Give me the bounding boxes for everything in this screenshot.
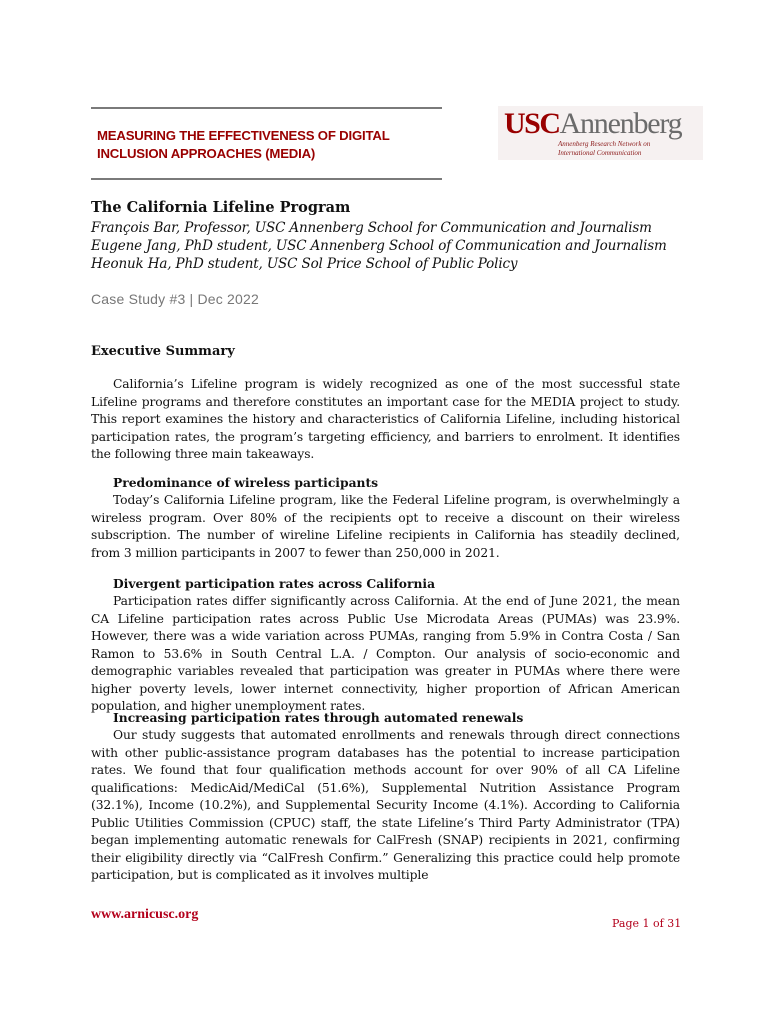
author-line: François Bar, Professor, USC Annenberg School for Communication and Journalism	[91, 220, 652, 236]
section-body: Participation rates differ significantly across California. At the end of June 2021, the mean CA Lifeline participation rates across Public Use Microdata Areas (PUMAs) was 23.9%. However, there was a wide variation across PUMAs, ranging from 5.9% in Contra Costa / San Ramon to 53.6% in South Central L.A. / Compton. Our analysis of socio-economic and demographic variables revealed that participation was greater in PUMAs where there were higher poverty levels, lower internet connectivity, higher proportion of African American population, and higher unemployment rates.	[91, 594, 680, 713]
logo-usc: USC	[504, 107, 560, 140]
logo-subtitle	[558, 140, 650, 158]
section-body: Our study suggests that automated enrollments and renewals through direct connections with other public-assistance program databases has the potential to increase participation rates. We found that four qualification methods account for over 90% of all CA Lifeline qualifications: MedicAid/MediCal (51.6%), Supplemental Nutrition Assistance Program (32.1%), Income (10.2%), and Supplemental Security Income (4.1%). According to California Public Utilities Commission (CPUC) staff, the state Lifeline’s Third Party Administrator (TPA) began implementing automatic renewals for CalFresh (SNAP) recipients in 2021, confirming their eligibility directly via “CalFresh Confirm.” Generalizing this practice could help promote participation, but is complicated as it involves multiple	[91, 728, 680, 882]
author-line: Eugene Jang, PhD student, USC Annenberg School of Communication and Journalism	[91, 238, 667, 254]
executive-summary-heading: Executive Summary	[91, 344, 235, 359]
executive-summary-intro: California’s Lifeline program is widely recognized as one of the most successful state Lifeline programs and therefore constitutes an important case for the MEDIA project to study. This report examines the history and characteristics of California Lifeline, including historical participation rates, the program’s targeting efficiency, and barriers to enrolment. It identifies the following three main takeaways.	[91, 377, 680, 461]
report-series-title-line2: INCLUSION APPROACHES (MEDIA)	[97, 146, 316, 161]
section-body: Today’s California Lifeline program, like the Federal Lifeline program, is overwhelmingly a wireless program. Over 80% of the recipients opt to receive a discount on their wireless subscription. The number of wireline Lifeline recipients in California has steadily declined, from 3 million participants in 2007 to fewer than 250,000 in 2021.	[91, 493, 680, 560]
logo-annenberg: Annenberg	[559, 107, 682, 140]
section-heading: Divergent participation rates across California	[113, 576, 436, 591]
header-rule-top	[91, 107, 442, 109]
footer-website-link[interactable]: www.arnicusc.org	[91, 907, 199, 922]
logo-subtitle-line2: International Communication	[558, 149, 642, 157]
header-rule-bottom	[91, 178, 442, 180]
document-title: The California Lifeline Program	[91, 199, 351, 216]
report-series-title	[97, 127, 437, 163]
logo-subtitle-line1: Annenberg Research Network on	[558, 140, 651, 148]
section-heading: Increasing participation rates through automated renewals	[113, 710, 524, 725]
logo-wordmark	[504, 106, 681, 142]
report-series-title-line1: MEASURING THE EFFECTIVENESS OF DIGITAL	[97, 128, 390, 143]
author-line: Heonuk Ha, PhD student, USC Sol Price School of Public Policy	[91, 256, 518, 272]
usc-annenberg-logo	[498, 106, 703, 160]
case-study-label: Case Study #3 | Dec 2022	[91, 291, 259, 307]
section-heading: Predominance of wireless participants	[113, 475, 379, 490]
page-number: Page 1 of 31	[612, 917, 682, 930]
